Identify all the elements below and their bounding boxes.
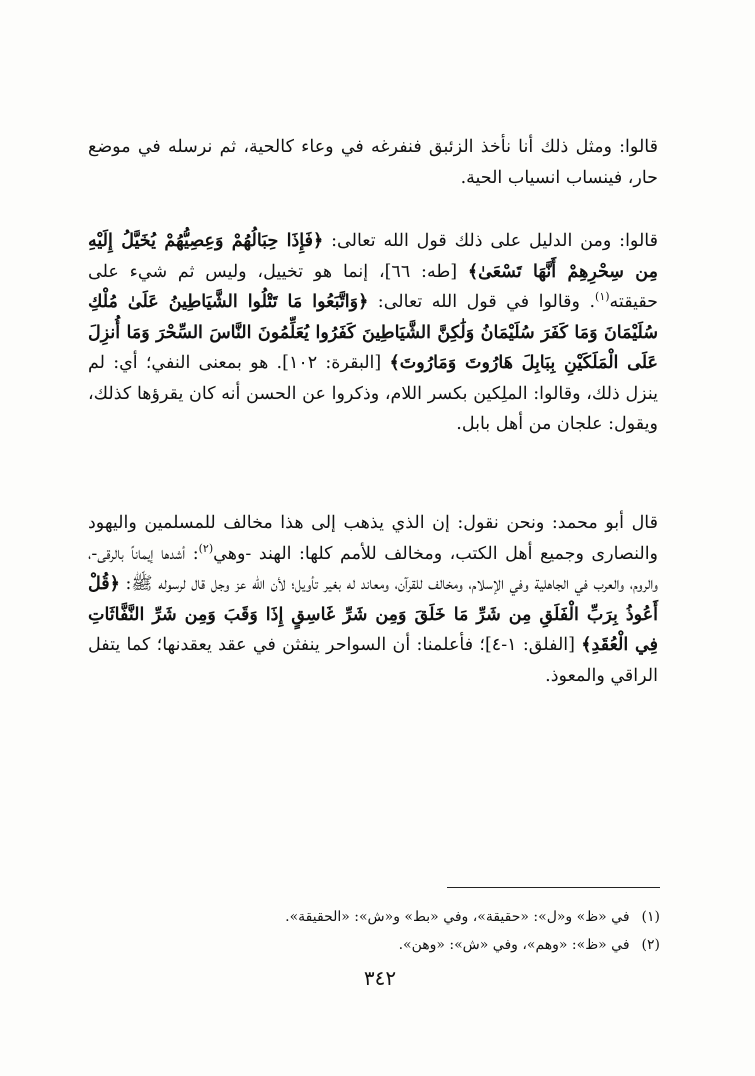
footnote-separator [447, 887, 660, 888]
footnotes [150, 903, 660, 959]
footnote-reference: (١) [595, 290, 610, 304]
paragraph-text: [البقرة: ١٠٢]. هو بمعنى النفي؛ أي: لم ينزل ذلك، وقالوا: الملِكين بكسر اللام، وذكروا عن الحسن أنه كان يقرؤها كذلك، ويقول: علجان من أهل بابل. [88, 353, 658, 434]
footnote-text: في «ظ» و«ل»: «حقيقة»، وفي «بط» و«ش»: «الحقيقة». [285, 909, 630, 925]
footnote-text: في «ظ»: «وهم»، وفي «ش»: «وهن». [398, 937, 630, 953]
paragraph-3 [88, 508, 658, 691]
quran-verse: ﴿قُلْ أَعُوذُ بِرَبِّ الْفَلَقِ مِن شَرِّ مَا خَلَقَ وَمِن شَرِّ غَاسِقٍ إِذَا وَقَبَ وَمِن شَرِّ النَّفَّاثَاتِ فِي الْعُقَدِ﴾ [88, 574, 658, 655]
footnote-number: (٢) [641, 937, 660, 953]
paragraph-2 [88, 226, 658, 440]
quran-verse: ﴿وَاتَّبَعُوا مَا تَتْلُوا الشَّيَاطِينُ عَلَىٰ مُلْكِ سُلَيْمَانَ وَمَا كَفَرَ سُلَيْمَانُ وَلَٰكِنَّ الشَّيَاطِينَ كَفَرُوا يُعَلِّمُونَ النَّاسَ السِّحْرَ وَمَا أُنزِلَ عَلَى الْمَلَكَيْنِ بِبَابِلَ هَارُوتَ وَمَارُوتَ﴾ [88, 292, 658, 373]
quran-verse: ﴿فَإِذَا حِبَالُهُمْ وَعِصِيُّهُمْ يُخَيَّلُ إِلَيْهِ مِن سِحْرِهِمْ أَنَّهَا تَسْعَىٰ﴾ [88, 231, 658, 282]
paragraph-text: قالوا: ومن الدليل على ذلك قول الله تعالى: [323, 231, 658, 251]
paragraph-text: قال أبو محمد: ونحن نقول: إن الذي يذهب إلى هذا مخالف للمسلمين واليهود والنصارى وجميع أهل الكتب، ومخالف للأمم كلها: الهند -وهي [88, 513, 659, 564]
paragraph-text: . وقالوا في قول الله تعالى: [368, 292, 596, 312]
footnote-reference: (٢) [198, 541, 214, 555]
footnote-number: (١) [641, 909, 660, 925]
footnote-1 [150, 903, 660, 931]
paragraph-text: قالوا: ومثل ذلك أنا نأخذ الزئبق فنفرغه في وعاء كالحية، ثم نرسله في موضع حار، فينساب انسياب الحية. [88, 137, 658, 188]
paragraph-text: [طه: ٦٦]، إنما هو تخييل، وليس ثم شيء على حقيقته [88, 261, 658, 312]
footnote-2 [150, 931, 660, 959]
paragraph-text: : أشدها إيماناً بالرقى-، والروم، والعرب في الجاهلية وفي الإسلام، ومخالف للقرآن، ومعاند له بغير تأويل؛ لأن الله عز وجل قال لرسوله ﷺ: [88, 543, 658, 594]
paragraph-1 [88, 132, 658, 193]
paragraph-text: [الفلق: ١-٤]؛ فأعلمنا: أن السواحر ينفثن في عقد يعقدنها؛ كما يتفل الراقي والمعوذ. [88, 635, 658, 686]
page-number: ٣٤٢ [363, 966, 397, 990]
